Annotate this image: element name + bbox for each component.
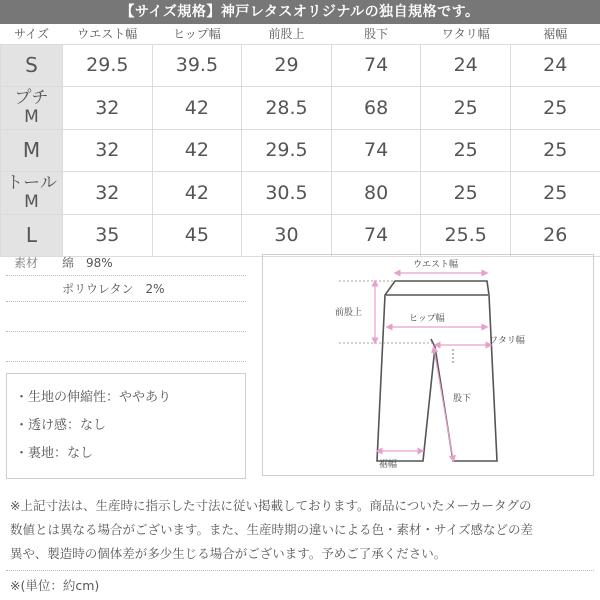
table-cell: 42	[152, 129, 242, 172]
material-row-blank	[6, 332, 246, 362]
table-cell: 29.5	[63, 44, 153, 87]
column-header: サイズ	[1, 24, 63, 44]
table-cell: 24	[510, 44, 600, 87]
pants-diagram-svg	[263, 255, 595, 477]
table-cell: 25	[510, 129, 600, 172]
table-cell: 32	[63, 87, 153, 130]
column-header: 前股上	[242, 24, 332, 44]
inseam-label: 股下	[453, 394, 472, 404]
rise-label: 前股上	[335, 308, 363, 318]
table-cell: 80	[331, 172, 421, 215]
column-header: 股下	[331, 24, 421, 44]
note-line: 数値とは異なる場合がございます。また、生産時期の違いによる色・素材・サイズ感などの差	[10, 522, 534, 537]
table-cell: 68	[331, 87, 421, 130]
column-header: 裾幅	[510, 24, 600, 44]
table-cell: 30.5	[242, 172, 332, 215]
note-line: ※上記寸法は、生産時に指示した寸法に従い掲載しております。商品についたメーカータグの	[10, 498, 532, 513]
table-cell: 24	[421, 44, 511, 87]
size-table	[0, 24, 600, 257]
hem-label: 裾幅	[379, 460, 398, 470]
table-cell: 74	[331, 44, 421, 87]
feature-sheerness: ・透け感：なし	[15, 418, 107, 433]
material-row	[6, 250, 246, 276]
divider	[6, 570, 594, 571]
inseam-arrow	[434, 349, 453, 459]
table-cell: 74	[331, 129, 421, 172]
table-cell: 32	[63, 172, 153, 215]
table-header-row	[1, 24, 600, 44]
table-cell: 42	[152, 87, 242, 130]
material-row-blank	[6, 302, 246, 332]
table-cell: 35	[63, 214, 153, 257]
table-cell: 74	[331, 214, 421, 257]
table-cell: 25	[510, 87, 600, 130]
table-cell: 25	[510, 172, 600, 215]
table-cell: 25	[421, 87, 511, 130]
header-title: 【サイズ規格】神戸レタスオリジナルの独自規格です。	[0, 0, 600, 24]
table-cell: 29	[242, 44, 332, 87]
material-section	[6, 250, 246, 362]
material-value: ポリウレタン 2%	[62, 282, 165, 296]
table-cell: 25	[421, 129, 511, 172]
size-notes	[10, 494, 592, 566]
waist-label: ウエスト幅	[413, 260, 459, 270]
size-label: L	[1, 214, 63, 257]
unit-note: ※(単位：約cm)	[10, 578, 100, 593]
table-cell: 32	[63, 129, 153, 172]
table-cell: 39.5	[152, 44, 242, 87]
size-label: S	[1, 44, 63, 87]
table-row	[1, 87, 600, 130]
table-cell: 25.5	[421, 214, 511, 257]
size-label: プチ M	[1, 87, 63, 130]
feature-lining: ・裏地：なし	[15, 446, 94, 461]
note-line: 異や、製造時の個体差が多少生じる場合がございます。予めご了承ください。	[10, 546, 447, 561]
table-row	[1, 172, 600, 215]
size-label: M	[1, 129, 63, 172]
column-header: ワタリ幅	[421, 24, 511, 44]
measurement-diagram	[262, 254, 594, 476]
size-label: トール M	[1, 172, 63, 215]
column-header: ヒップ幅	[152, 24, 242, 44]
table-cell: 29.5	[242, 129, 332, 172]
pants-outline	[377, 281, 497, 461]
table-cell: 45	[152, 214, 242, 257]
fabric-features-box	[6, 373, 246, 479]
column-header: ウエスト幅	[63, 24, 153, 44]
material-label: 素材	[14, 256, 39, 270]
table-cell: 30	[242, 214, 332, 257]
table-cell: 42	[152, 172, 242, 215]
hip-label: ヒップ幅	[409, 314, 445, 324]
feature-stretch: ・生地の伸縮性：ややあり	[15, 390, 172, 405]
material-row	[6, 276, 246, 302]
table-cell: 25	[421, 172, 511, 215]
table-cell: 28.5	[242, 87, 332, 130]
table-row	[1, 44, 600, 87]
thigh-label: ワタリ幅	[489, 336, 525, 346]
table-row	[1, 129, 600, 172]
material-value: 綿 98%	[62, 256, 113, 270]
table-cell: 26	[510, 214, 600, 257]
